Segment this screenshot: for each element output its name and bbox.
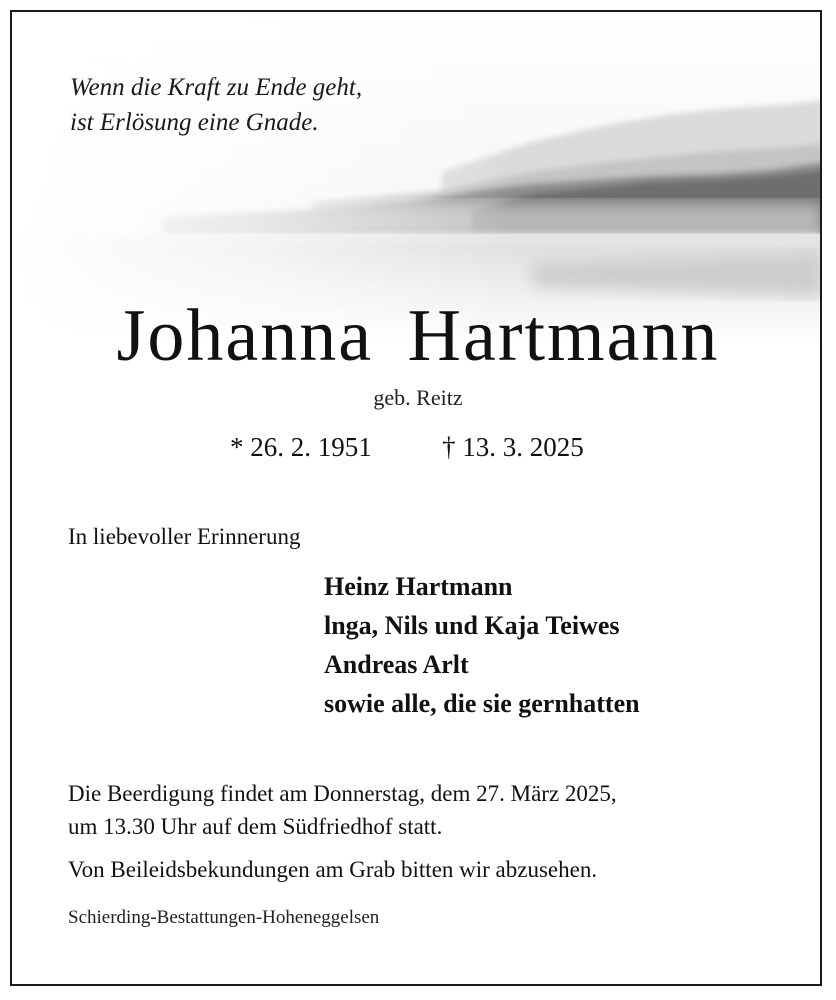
maiden-name: geb. Reitz: [373, 385, 463, 410]
mourner-item: Heinz Hartmann: [324, 572, 513, 601]
funeral-notice: [68, 777, 617, 843]
funeral-line-1: Die Beerdigung findet am Donnerstag, dem 27. März 2025,: [68, 781, 617, 806]
memory-line: In liebevoller Erinnerung: [68, 524, 301, 549]
mourner-item: lnga, Nils und Kaja Teiwes: [324, 611, 620, 640]
mourner-item: sowie alle, die sie gernhatten: [324, 689, 640, 718]
deceased-name: Johanna Hartmann: [116, 295, 720, 377]
motto-line-1: Wenn die Kraft zu Ende geht,: [70, 74, 363, 101]
motto-quote: [70, 70, 362, 140]
condolence-note: Von Beileidsbekundungen am Grab bitten wir abzusehen.: [68, 857, 598, 882]
death-date: † 13. 3. 2025: [442, 432, 584, 462]
undertaker-name: Schierding-Bestattungen-Hoheneggelsen: [68, 907, 380, 928]
mourners-list: [324, 567, 640, 723]
funeral-line-2: um 13.30 Uhr auf dem Südfriedhof statt.: [68, 814, 443, 839]
mourner-item: Andreas Arlt: [324, 650, 469, 679]
birth-date: * 26. 2. 1951: [230, 432, 372, 462]
motto-line-2: ist Erlösung eine Gnade.: [70, 109, 319, 136]
obituary-frame: [10, 10, 822, 986]
